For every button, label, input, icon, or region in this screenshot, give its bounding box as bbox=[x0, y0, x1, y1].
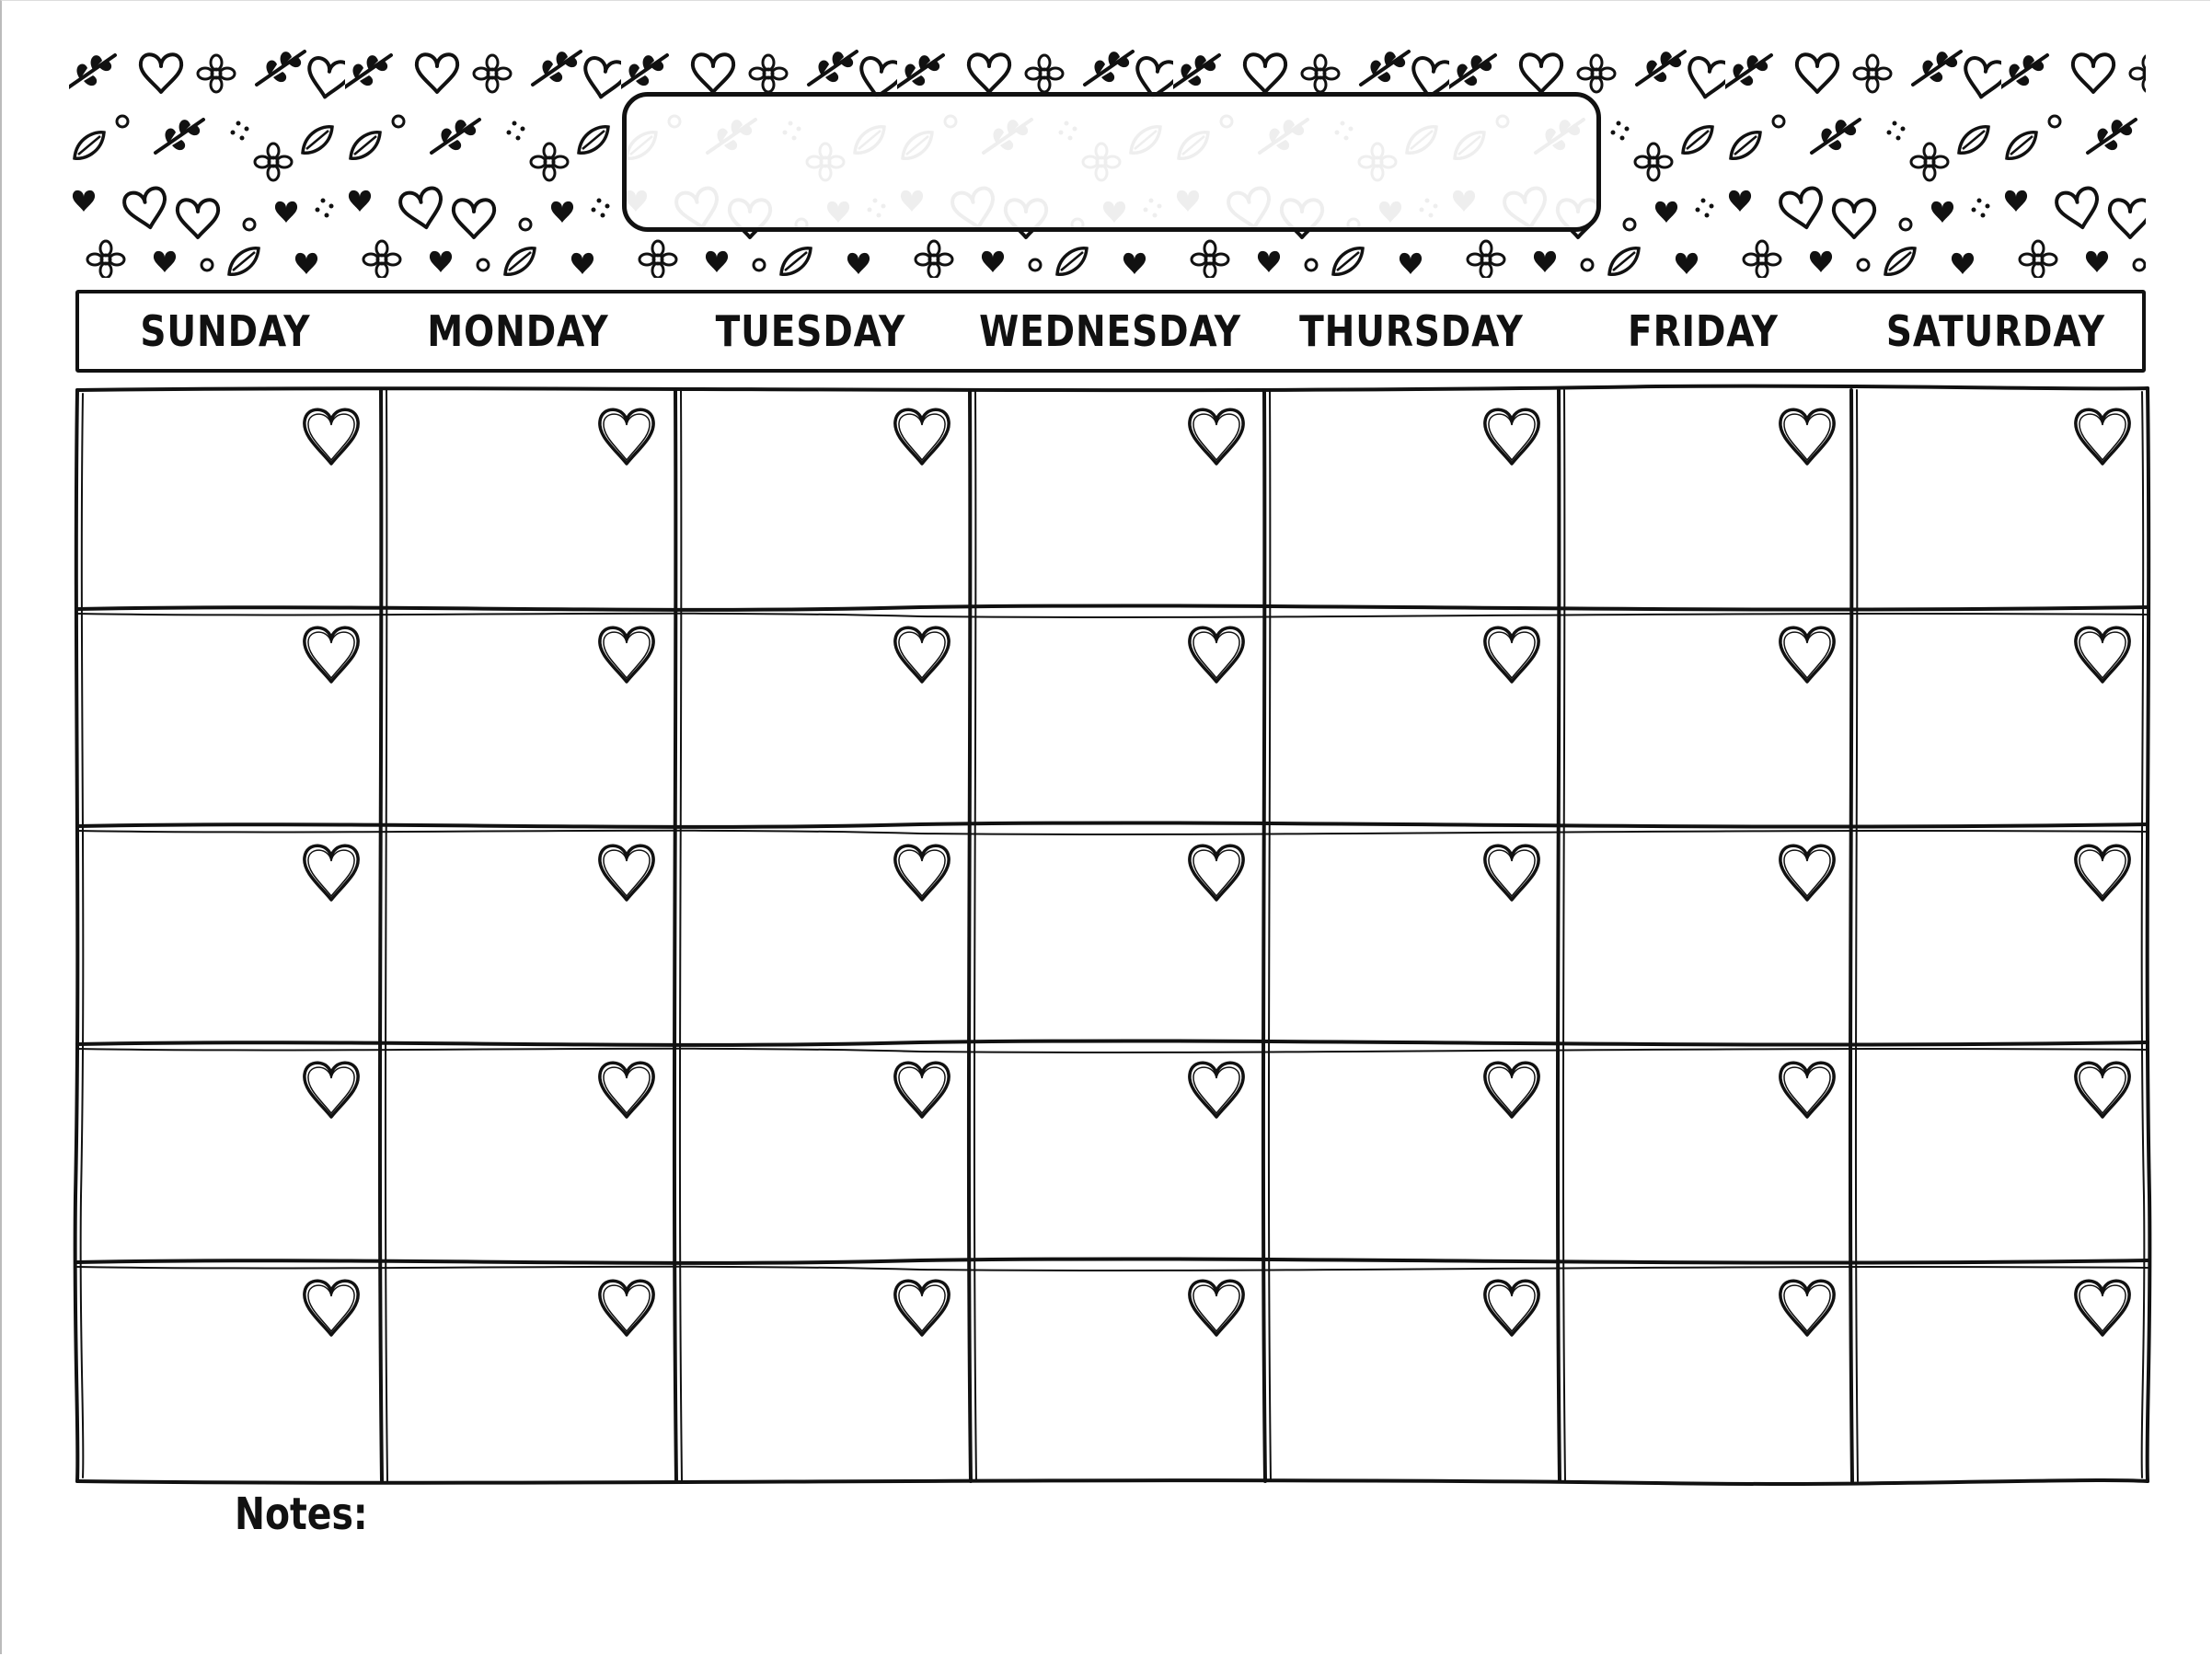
day-cell-thursday-week-3[interactable] bbox=[1260, 828, 1555, 1046]
day-cell-tuesday-week-1[interactable] bbox=[670, 392, 965, 610]
heart-outline-icon bbox=[299, 1274, 363, 1339]
heart-outline-icon bbox=[2070, 839, 2135, 903]
day-cell-monday-week-3[interactable] bbox=[374, 828, 670, 1046]
weekday-saturday: SATURDAY bbox=[1886, 306, 2106, 356]
heart-outline-icon bbox=[299, 403, 363, 467]
day-cell-saturday-week-4[interactable] bbox=[1850, 1045, 2146, 1263]
heart-outline-icon bbox=[890, 621, 954, 685]
heart-outline-icon bbox=[1775, 839, 1839, 903]
day-cell-friday-week-1[interactable] bbox=[1555, 392, 1850, 610]
notes-label: Notes: bbox=[235, 1489, 368, 1540]
heart-outline-icon bbox=[1184, 403, 1249, 467]
day-cell-tuesday-week-2[interactable] bbox=[670, 610, 965, 828]
heart-outline-icon bbox=[594, 1274, 659, 1339]
heart-outline-icon bbox=[2070, 403, 2135, 467]
day-cell-friday-week-5[interactable] bbox=[1555, 1263, 1850, 1481]
heart-outline-icon bbox=[2070, 1056, 2135, 1121]
weekday-wednesday: WEDNESDAY bbox=[979, 306, 1242, 356]
heart-outline-icon bbox=[890, 1056, 954, 1121]
day-cell-friday-week-2[interactable] bbox=[1555, 610, 1850, 828]
heart-outline-icon bbox=[594, 621, 659, 685]
heart-outline-icon bbox=[299, 1056, 363, 1121]
day-cell-sunday-week-1[interactable] bbox=[79, 392, 374, 610]
day-cell-monday-week-2[interactable] bbox=[374, 610, 670, 828]
heart-outline-icon bbox=[1480, 621, 1544, 685]
day-cell-saturday-week-3[interactable] bbox=[1850, 828, 2146, 1046]
calendar-grid bbox=[79, 392, 2146, 1481]
day-cell-monday-week-5[interactable] bbox=[374, 1263, 670, 1481]
day-cell-thursday-week-4[interactable] bbox=[1260, 1045, 1555, 1263]
day-cell-thursday-week-1[interactable] bbox=[1260, 392, 1555, 610]
day-cell-tuesday-week-4[interactable] bbox=[670, 1045, 965, 1263]
weekday-monday: MONDAY bbox=[427, 306, 609, 356]
heart-outline-icon bbox=[1480, 403, 1544, 467]
day-cell-sunday-week-3[interactable] bbox=[79, 828, 374, 1046]
day-cell-wednesday-week-1[interactable] bbox=[965, 392, 1261, 610]
heart-outline-icon bbox=[299, 839, 363, 903]
heart-outline-icon bbox=[1184, 1274, 1249, 1339]
heart-outline-icon bbox=[1184, 839, 1249, 903]
weekday-sunday: SUNDAY bbox=[140, 306, 311, 356]
weekday-tuesday: TUESDAY bbox=[715, 306, 905, 356]
day-cell-monday-week-4[interactable] bbox=[374, 1045, 670, 1263]
heart-outline-icon bbox=[890, 1274, 954, 1339]
heart-outline-icon bbox=[890, 839, 954, 903]
heart-outline-icon bbox=[2070, 621, 2135, 685]
heart-outline-icon bbox=[1480, 1274, 1544, 1339]
day-cell-saturday-week-1[interactable] bbox=[1850, 392, 2146, 610]
day-cell-saturday-week-5[interactable] bbox=[1850, 1263, 2146, 1481]
day-cell-friday-week-4[interactable] bbox=[1555, 1045, 1850, 1263]
weekday-friday: FRIDAY bbox=[1628, 306, 1780, 356]
heart-outline-icon bbox=[594, 403, 659, 467]
day-cell-monday-week-1[interactable] bbox=[374, 392, 670, 610]
heart-outline-icon bbox=[594, 1056, 659, 1121]
day-cell-wednesday-week-5[interactable] bbox=[965, 1263, 1261, 1481]
day-cell-sunday-week-5[interactable] bbox=[79, 1263, 374, 1481]
heart-outline-icon bbox=[1775, 1056, 1839, 1121]
heart-outline-icon bbox=[1775, 1274, 1839, 1339]
day-cell-wednesday-week-3[interactable] bbox=[965, 828, 1261, 1046]
heart-outline-icon bbox=[1775, 403, 1839, 467]
heart-outline-icon bbox=[1184, 1056, 1249, 1121]
day-cell-friday-week-3[interactable] bbox=[1555, 828, 1850, 1046]
day-cell-tuesday-week-5[interactable] bbox=[670, 1263, 965, 1481]
weekday-thursday: THURSDAY bbox=[1298, 306, 1524, 356]
heart-outline-icon bbox=[1775, 621, 1839, 685]
day-cell-sunday-week-2[interactable] bbox=[79, 610, 374, 828]
day-cell-sunday-week-4[interactable] bbox=[79, 1045, 374, 1263]
heart-outline-icon bbox=[299, 621, 363, 685]
heart-outline-icon bbox=[594, 839, 659, 903]
day-cell-saturday-week-2[interactable] bbox=[1850, 610, 2146, 828]
heart-outline-icon bbox=[2070, 1274, 2135, 1339]
heart-outline-icon bbox=[1480, 1056, 1544, 1121]
day-cell-tuesday-week-3[interactable] bbox=[670, 828, 965, 1046]
day-cell-thursday-week-5[interactable] bbox=[1260, 1263, 1555, 1481]
heart-outline-icon bbox=[890, 403, 954, 467]
heart-outline-icon bbox=[1480, 839, 1544, 903]
heart-outline-icon bbox=[1184, 621, 1249, 685]
day-cell-wednesday-week-4[interactable] bbox=[965, 1045, 1261, 1263]
day-cell-wednesday-week-2[interactable] bbox=[965, 610, 1261, 828]
day-cell-thursday-week-2[interactable] bbox=[1260, 610, 1555, 828]
